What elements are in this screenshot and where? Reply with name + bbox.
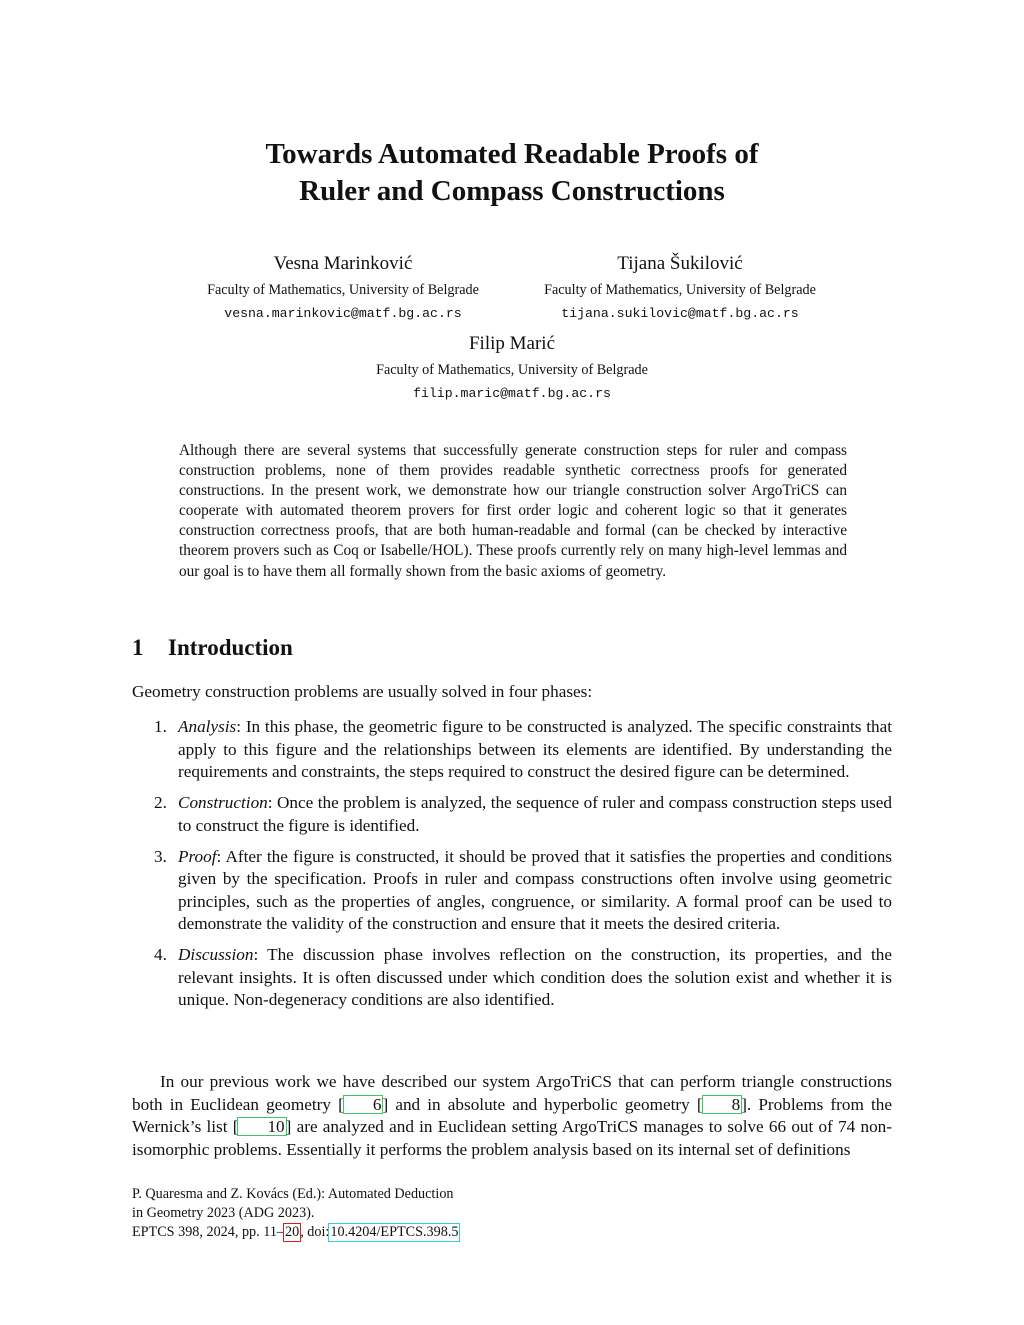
list-item bbox=[132, 944, 892, 1012]
paragraph-text: ]. Problems from the Wernick’s list [ bbox=[132, 1094, 892, 1136]
list-item-term: Discussion bbox=[178, 945, 254, 964]
author-name: Tijana Šukilović bbox=[617, 253, 743, 274]
citation-link[interactable]: 8 bbox=[703, 1096, 742, 1113]
list-item-term: Construction bbox=[178, 793, 268, 812]
list-item bbox=[132, 716, 892, 784]
paragraph-text: In our previous work we have described our system ArgoTriCS that can perform triangle constructions both in Euclidean geometry [ bbox=[132, 1072, 892, 1114]
intro-paragraph: Geometry construction problems are usually solved in four phases: bbox=[132, 682, 593, 701]
citation-link[interactable]: 10 bbox=[238, 1118, 285, 1135]
footer-pages-prefix: EPTCS 398, 2024, pp. 11– bbox=[132, 1224, 285, 1240]
body-paragraph bbox=[132, 1071, 892, 1161]
list-item-number: 3. bbox=[154, 846, 167, 866]
author-block-1 bbox=[193, 252, 493, 324]
title-line-2: Ruler and Compass Constructions bbox=[299, 175, 725, 207]
list-item bbox=[132, 846, 892, 936]
list-item-term: Analysis bbox=[178, 717, 237, 736]
publication-footer bbox=[132, 1185, 459, 1242]
author-name: Filip Marić bbox=[468, 333, 556, 354]
footer-line: in Geometry 2023 (ADG 2023). bbox=[132, 1205, 315, 1221]
author-affiliation: Faculty of Mathematics, University of Belgrade bbox=[376, 362, 648, 378]
title-line-1: Towards Automated Readable Proofs of bbox=[265, 138, 759, 170]
author-block-2 bbox=[530, 252, 830, 324]
footer-line bbox=[132, 1223, 459, 1242]
author-name: Vesna Marinković bbox=[273, 253, 413, 274]
list-item-number: 2. bbox=[154, 793, 167, 812]
section-number: 1 bbox=[132, 635, 144, 660]
list-item bbox=[132, 792, 892, 837]
list-item-text: : In this phase, the geometric figure to be constructed is analyzed. The specific constraints that apply to this figure and the relationships between its elements are identified. By understanding the requirements and constraints, the steps required to construct the desired figure can be determined. bbox=[178, 717, 892, 781]
author-block-3 bbox=[362, 332, 662, 404]
doi-link[interactable]: 10.4204/EPTCS.398.5 bbox=[330, 1224, 459, 1240]
list-item-term: Proof bbox=[178, 846, 217, 866]
page-end-link[interactable]: 20 bbox=[285, 1224, 300, 1240]
doi-label: , doi: bbox=[300, 1224, 330, 1240]
paragraph-text: ] and in absolute and hyperbolic geometry [ bbox=[382, 1094, 703, 1114]
author-affiliation: Faculty of Mathematics, University of Belgrade bbox=[207, 282, 479, 298]
list-item-text: : After the figure is constructed, it should be proved that it satisfies the properties and conditions given by the specification. Proofs in ruler and compass constructions often involve using geometric principles, such as the properties of angles, congruence, or similarity. A formal proof can be used to demonstrate the validity of the construction and ensure that it meets the desired criteria. bbox=[178, 846, 892, 933]
list-item-text: : The discussion phase involves reflection on the construction, its properties, and the relevant insights. It is often discussed under which condition does the solution exist and whether it is unique. Non-degeneracy conditions are also identified. bbox=[178, 945, 892, 1009]
list-item-text: : Once the problem is analyzed, the sequence of ruler and compass construction steps used to construct the figure is identified. bbox=[178, 793, 892, 835]
paragraph-text: ] are analyzed and in Euclidean setting ArgoTriCS manages to solve 66 out of 74 non-isomorphic problems. Essentially it performs the problem analysis based on its internal set of definitions bbox=[132, 1117, 892, 1159]
paper-title bbox=[0, 136, 1024, 210]
author-email[interactable]: vesna.marinkovic@matf.bg.ac.rs bbox=[224, 306, 462, 321]
author-affiliation: Faculty of Mathematics, University of Belgrade bbox=[544, 282, 816, 298]
list-item-number: 4. bbox=[154, 945, 167, 964]
section-heading bbox=[132, 633, 293, 663]
footer-line: P. Quaresma and Z. Kovács (Ed.): Automated Deduction bbox=[132, 1186, 454, 1202]
citation-link[interactable]: 6 bbox=[344, 1096, 383, 1113]
author-email[interactable]: tijana.sukilovic@matf.bg.ac.rs bbox=[561, 306, 799, 321]
section-title: Introduction bbox=[168, 635, 293, 660]
abstract: Although there are several systems that successfully generate construction steps for ruler and compass construction problems, none of them provides readable synthetic correctness proofs for generated constructions. In the present work, we demonstrate how our triangle construction solver ArgoTriCS can cooperate with automated theorem provers for first order logic and coherent logic so that it generates construction correctness proofs, that are both human-readable and formal (can be checked by interactive theorem provers such as Coq or Isabelle/HOL). These proofs currently rely on many high-level lemmas and our goal is to have them all formally shown from the basic axioms of geometry. bbox=[179, 442, 847, 580]
phase-list bbox=[132, 716, 892, 1020]
list-item-number: 1. bbox=[154, 717, 167, 736]
author-email[interactable]: filip.maric@matf.bg.ac.rs bbox=[413, 386, 611, 401]
